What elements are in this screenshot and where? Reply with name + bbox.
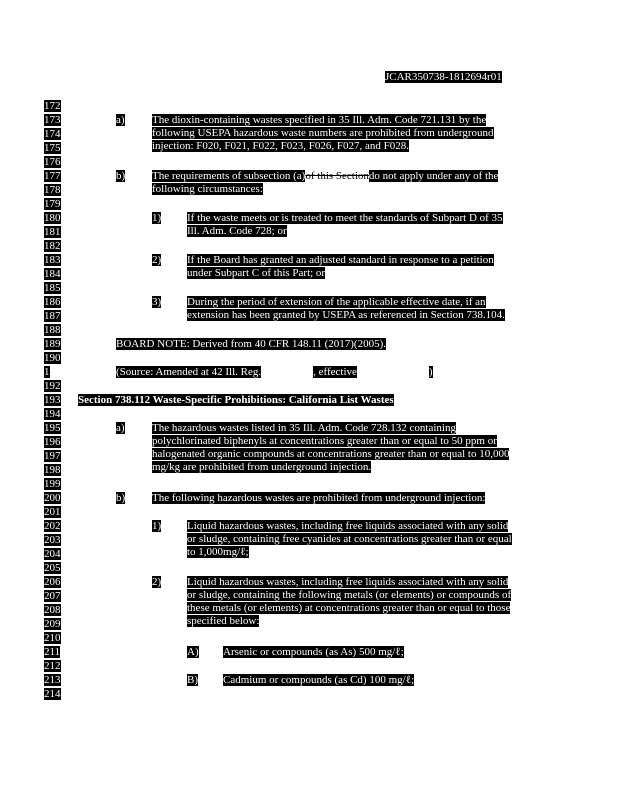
line-number: 214 <box>44 688 61 700</box>
section-112-b-label: b) <box>116 492 126 504</box>
line-number: 181 <box>44 226 61 238</box>
section-112-b2-text: Liquid hazardous wastes, including free liquids associated with any solid or sludge, containing the following metals (or elements) or compounds of these metals (or elements) at concentrations greater than or equal to those specified below: <box>187 576 512 627</box>
subsection-b-text: The requirements of subsection (a)of this Sectiondo not apply under any of the following circumstances: <box>152 170 499 195</box>
source-note: (Source: Amended at 42 Ill. Reg. , effective ) <box>116 366 433 378</box>
board-note: BOARD NOTE: Derived from 40 CFR 148.11 (2017)(2005). <box>116 338 386 350</box>
subsection-b-label: b) <box>116 170 126 182</box>
line-number: 173 <box>44 114 61 126</box>
line-number: 184 <box>44 268 61 280</box>
line-number: 205 <box>44 562 61 574</box>
line-number: 192 <box>44 380 61 392</box>
line-number: 193 <box>44 394 61 406</box>
section-112-b-text: The following hazardous wastes are prohibited from underground injection: <box>152 492 486 504</box>
line-number: 199 <box>44 478 61 490</box>
document-id-header: JCAR350738-1812694r01 <box>385 71 502 83</box>
line-number: 202 <box>44 520 61 532</box>
subsection-a-text: The dioxin-containing wastes specified in 35 Ill. Adm. Code 721.131 by the following USEPA hazardous waste numbers are prohibited from underground injection: F020, F021, F022, F023, F026, F027, and F028. <box>152 114 494 152</box>
line-number: 186 <box>44 296 61 308</box>
item-b3-text: During the period of extension of the applicable effective date, if an extension has been granted by USEPA as referenced in Section 738.104. <box>187 296 505 321</box>
line-number: 177 <box>44 170 61 182</box>
line-number: 194 <box>44 408 61 420</box>
line-number: 206 <box>44 576 61 588</box>
section-112-a-label: a) <box>116 422 125 434</box>
line-number: 175 <box>44 142 61 154</box>
struck-text: of this Section <box>305 170 369 182</box>
line-number: 208 <box>44 604 61 616</box>
section-heading: Section 738.112 Waste-Specific Prohibitions: California List Wastes <box>78 394 394 406</box>
line-number: 201 <box>44 506 61 518</box>
line-number: 182 <box>44 240 61 252</box>
line-number: 190 <box>44 352 61 364</box>
line-number: 176 <box>44 156 61 168</box>
item-b1-text: If the waste meets or is treated to meet the standards of Subpart D of 35 Ill. Adm. Code 728; or <box>187 212 503 237</box>
section-112-b2-label: 2) <box>152 576 162 588</box>
section-112-b1-text: Liquid hazardous wastes, including free liquids associated with any solid or sludge, containing free cyanides at concentrations greater than or equal to 1,000mg/ℓ; <box>187 520 512 558</box>
item-b2-text: If the Board has granted an adjusted standard in response to a petition under Subpart C of this Part; or <box>187 254 494 279</box>
line-number: 213 <box>44 674 61 686</box>
line-number: 185 <box>44 282 61 294</box>
line-number: 180 <box>44 212 61 224</box>
line-number: 207 <box>44 590 61 602</box>
line-number: 1 <box>44 366 50 378</box>
line-number: 172 <box>44 100 61 112</box>
line-number: 174 <box>44 128 61 140</box>
line-number: 212 <box>44 660 61 672</box>
line-number: 197 <box>44 450 61 462</box>
line-number: 188 <box>44 324 61 336</box>
line-number: 210 <box>44 632 61 644</box>
item-b2-label: 2) <box>152 254 162 266</box>
line-number: 196 <box>44 436 61 448</box>
item-B-label: B) <box>187 674 198 686</box>
section-112-a-text: The hazardous wastes listed in 35 Ill. Adm. Code 728.132 containing polychlorinated biphenyls at concentrations greater than or equal to 50 ppm or halogenated organic compounds at concentrations greater than or equal to 10,000 mg/kg are prohibited from underground injection. <box>152 422 510 473</box>
line-number: 200 <box>44 492 61 504</box>
line-number: 178 <box>44 184 61 196</box>
line-number: 187 <box>44 310 61 322</box>
subsection-a-label: a) <box>116 114 125 126</box>
item-A-label: A) <box>187 646 199 658</box>
line-number: 204 <box>44 548 61 560</box>
item-A-text: Arsenic or compounds (as As) 500 mg/ℓ; <box>223 646 404 658</box>
section-112-b1-label: 1) <box>152 520 162 532</box>
item-b1-label: 1) <box>152 212 162 224</box>
line-number: 209 <box>44 618 61 630</box>
line-number: 203 <box>44 534 61 546</box>
line-number: 195 <box>44 422 61 434</box>
item-B-text: Cadmium or compounds (as Cd) 100 mg/ℓ; <box>223 674 415 686</box>
line-number: 183 <box>44 254 61 266</box>
item-b3-label: 3) <box>152 296 162 308</box>
line-number: 211 <box>44 646 61 658</box>
line-number: 198 <box>44 464 61 476</box>
line-number: 189 <box>44 338 61 350</box>
line-number: 179 <box>44 198 61 210</box>
